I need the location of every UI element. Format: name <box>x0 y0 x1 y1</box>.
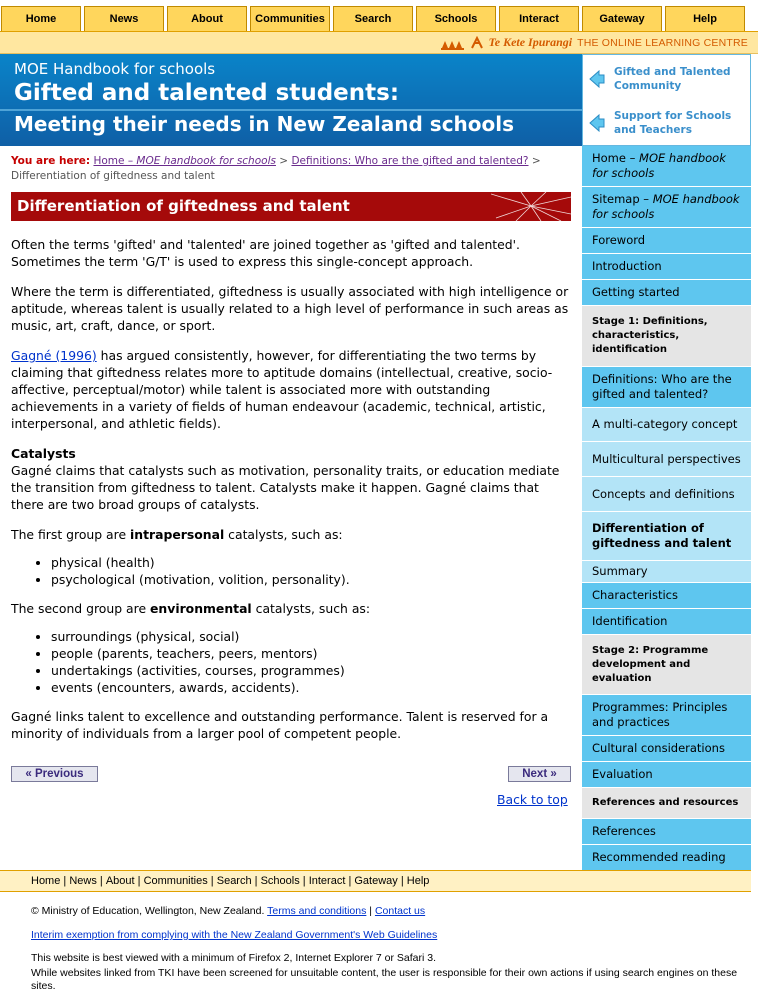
arrow-left-icon <box>589 114 605 132</box>
sidebar <box>582 146 751 870</box>
tki-kete-icon <box>441 36 465 50</box>
banner-title-line1: Gifted and talented students: <box>14 80 400 106</box>
list-item: • undertakings (activities, courses, programmes) <box>51 662 571 679</box>
banner-divider <box>0 109 582 111</box>
sidebar-item-foreword[interactable]: Foreword <box>582 228 751 253</box>
terms-link[interactable]: Terms and conditions <box>267 905 367 917</box>
sidebar-item-sitemap[interactable]: Sitemap – MOE handbook for schools <box>582 187 751 227</box>
breadcrumb-separator: > <box>531 155 541 167</box>
nav-tab-home[interactable]: Home <box>1 6 81 31</box>
sidebar-item-getting-started[interactable]: Getting started <box>582 280 751 305</box>
nav-tab-about[interactable]: About <box>167 6 247 31</box>
sidebar-item-references[interactable]: References <box>582 819 751 844</box>
footer-separator: | <box>345 875 355 887</box>
footer-copyright-line <box>31 905 425 918</box>
nav-tab-communities[interactable]: Communities <box>250 6 330 31</box>
community-link-gifted-label: Gifted and Talented Community <box>614 66 731 92</box>
nav-tab-search[interactable]: Search <box>333 6 413 31</box>
footer-link-gateway[interactable]: Gateway <box>354 875 398 887</box>
contact-link[interactable]: Contact us <box>374 905 426 917</box>
paragraph: Gagné links talent to excellence and outstanding performance. Talent is reserved for a minority of individuals from a larger pool of competent people. <box>11 709 549 741</box>
sidebar-item-characteristics[interactable]: Characteristics <box>582 583 751 608</box>
sidebar-item-introduction[interactable]: Introduction <box>582 254 751 279</box>
nav-tab-news[interactable]: News <box>84 6 164 31</box>
paragraph: The second group are environmental catalysts, such as: <box>11 601 371 616</box>
banner-subtitle: MOE Handbook for schools <box>14 60 216 78</box>
top-navigation <box>0 0 758 32</box>
paragraph: Often the terms 'gifted' and 'talented' are joined together as 'gifted and talented'. Sometimes the term 'G/T' is used to express this single-concept approach. <box>11 237 520 269</box>
paragraph: Gagné claims that catalysts such as motivation, personality traits, or education mediate the transition from giftedness to talent. Catalysts make it happen. Gagné claims that there are two broad groups of catalysts. <box>11 463 560 512</box>
nav-tab-schools[interactable]: Schools <box>416 6 496 31</box>
environmental-list <box>51 628 571 696</box>
disclaimer-note: While websites linked from TKI have been screened for unsuitable content, the user is responsible for their own actions if using search engines on these sites. <box>31 967 738 992</box>
sidebar-item-identification[interactable]: Identification <box>582 609 751 634</box>
back-to-top-link[interactable]: Back to top <box>497 792 568 807</box>
breadcrumb-home-link[interactable]: Home – MOE handbook for schools <box>93 155 276 167</box>
footer-link-help[interactable]: Help <box>406 875 430 887</box>
tki-logo[interactable] <box>441 35 748 50</box>
footer-link-interact[interactable]: Interact <box>308 875 346 887</box>
nav-tab-help[interactable]: Help <box>665 6 745 31</box>
sidebar-subitem-concepts[interactable]: Concepts and definitions <box>582 477 751 511</box>
paragraph: The first group are intrapersonal catalysts, such as: <box>11 527 343 542</box>
footer-link-search[interactable]: Search <box>216 875 252 887</box>
main-content <box>11 236 571 755</box>
paragraph: Gagné (1996) has argued consistently, however, for differentiating the two terms by claiming that giftedness relates more to aptitude domains (intellectual, creative, socio-affective, perceptual/motor) while talent is associated more with outstanding achievements in a variety of fields of human endeavour (academic, technical, artistic, interpersonal, and athletic fields). <box>11 348 553 431</box>
footer-navigation <box>0 870 751 892</box>
sidebar-subitem-summary[interactable]: Summary <box>582 561 751 582</box>
nav-tab-interact[interactable]: Interact <box>499 6 579 31</box>
sidebar-subitem-differentiation-current[interactable]: Differentiation of giftedness and talent <box>582 512 751 560</box>
copyright-text: © Ministry of Education, Wellington, New Zealand. <box>31 905 265 917</box>
sidebar-subitem-multi-category[interactable]: A multi-category concept <box>582 408 751 441</box>
starburst-decoration-icon <box>491 192 571 221</box>
community-links <box>582 54 751 146</box>
footer-link-about[interactable]: About <box>105 875 135 887</box>
list-item: • people (parents, teachers, peers, mentors) <box>51 645 571 662</box>
sidebar-item-definitions[interactable]: Definitions: Who are the gifted and talented? <box>582 367 751 407</box>
community-link-gifted[interactable] <box>583 63 750 95</box>
sidebar-item-evaluation[interactable]: Evaluation <box>582 762 751 787</box>
footer-link-communities[interactable]: Communities <box>143 875 208 887</box>
sidebar-stage1-heading: Stage 1: Definitions, characteristics, identification <box>582 306 751 366</box>
tki-tagline: THE ONLINE LEARNING CENTRE <box>577 36 748 49</box>
breadcrumb-label: You are here: <box>11 155 91 167</box>
gagne-1996-link[interactable]: Gagné (1996) <box>11 348 97 363</box>
sidebar-subitem-multicultural[interactable]: Multicultural perspectives <box>582 442 751 476</box>
list-item: • physical (health) <box>51 554 571 571</box>
catalysts-heading: Catalysts <box>11 446 76 461</box>
footer-separator: | <box>397 875 407 887</box>
footer-link-schools[interactable]: Schools <box>260 875 300 887</box>
page-title: Differentiation of giftedness and talent <box>17 197 350 215</box>
list-item: • surroundings (physical, social) <box>51 628 571 645</box>
sidebar-item-programmes[interactable]: Programmes: Principles and practices <box>582 695 751 735</box>
footer-separator: | <box>369 905 373 917</box>
arrow-left-icon <box>589 70 605 88</box>
banner-title-line2: Meeting their needs in New Zealand schools <box>14 112 515 136</box>
footer-link-home[interactable]: Home <box>31 875 61 887</box>
paragraph: Where the term is differentiated, giftedness is usually associated with high intelligence or aptitude, whereas talent is usually related to a high level of performance in such areas as music, art, craft, dance, or sport. <box>11 284 569 333</box>
tki-figure-icon <box>470 36 484 50</box>
community-link-support[interactable] <box>583 107 750 139</box>
footer-separator: | <box>251 875 261 887</box>
footer-separator: | <box>134 875 144 887</box>
breadcrumb-current: Differentiation of giftedness and talent <box>11 170 215 182</box>
community-link-support-label: Support for Schools and Teachers <box>614 110 732 136</box>
footer-separator: | <box>299 875 309 887</box>
list-item: • psychological (motivation, volition, personality). <box>51 571 571 588</box>
footer-separator: | <box>207 875 217 887</box>
catalysts-section <box>11 445 571 513</box>
breadcrumb <box>11 154 571 184</box>
sidebar-references-heading: References and resources <box>582 788 751 818</box>
footer-separator: | <box>96 875 106 887</box>
handbook-banner <box>0 54 582 146</box>
exemption-link[interactable]: Interim exemption from complying with the New Zealand Government's Web Guidelines <box>31 929 438 941</box>
previous-button[interactable]: « Previous <box>11 766 98 782</box>
breadcrumb-separator: > <box>279 155 289 167</box>
sidebar-item-recommended-reading[interactable]: Recommended reading <box>582 845 751 870</box>
breadcrumb-definitions-link[interactable]: Definitions: Who are the gifted and talented? <box>291 155 529 167</box>
nav-tab-gateway[interactable]: Gateway <box>582 6 662 31</box>
intrapersonal-list <box>51 554 571 588</box>
next-button[interactable]: Next » <box>508 766 571 782</box>
tki-name: Te Kete Ipurangi <box>488 35 573 49</box>
page-heading-bar <box>11 192 571 221</box>
browser-note: This website is best viewed with a minimum of Firefox 2, Internet Explorer 7 or Safari 3. <box>31 952 436 964</box>
footer-link-news[interactable]: News <box>69 875 97 887</box>
tki-strip <box>0 32 758 54</box>
sidebar-item-cultural[interactable]: Cultural considerations <box>582 736 751 761</box>
sidebar-item-home[interactable]: Home – MOE handbook for schools <box>582 146 751 186</box>
footer-separator: | <box>60 875 70 887</box>
list-item: • events (encounters, awards, accidents). <box>51 679 571 696</box>
sidebar-stage2-heading: Stage 2: Programme development and evaluation <box>582 635 751 694</box>
